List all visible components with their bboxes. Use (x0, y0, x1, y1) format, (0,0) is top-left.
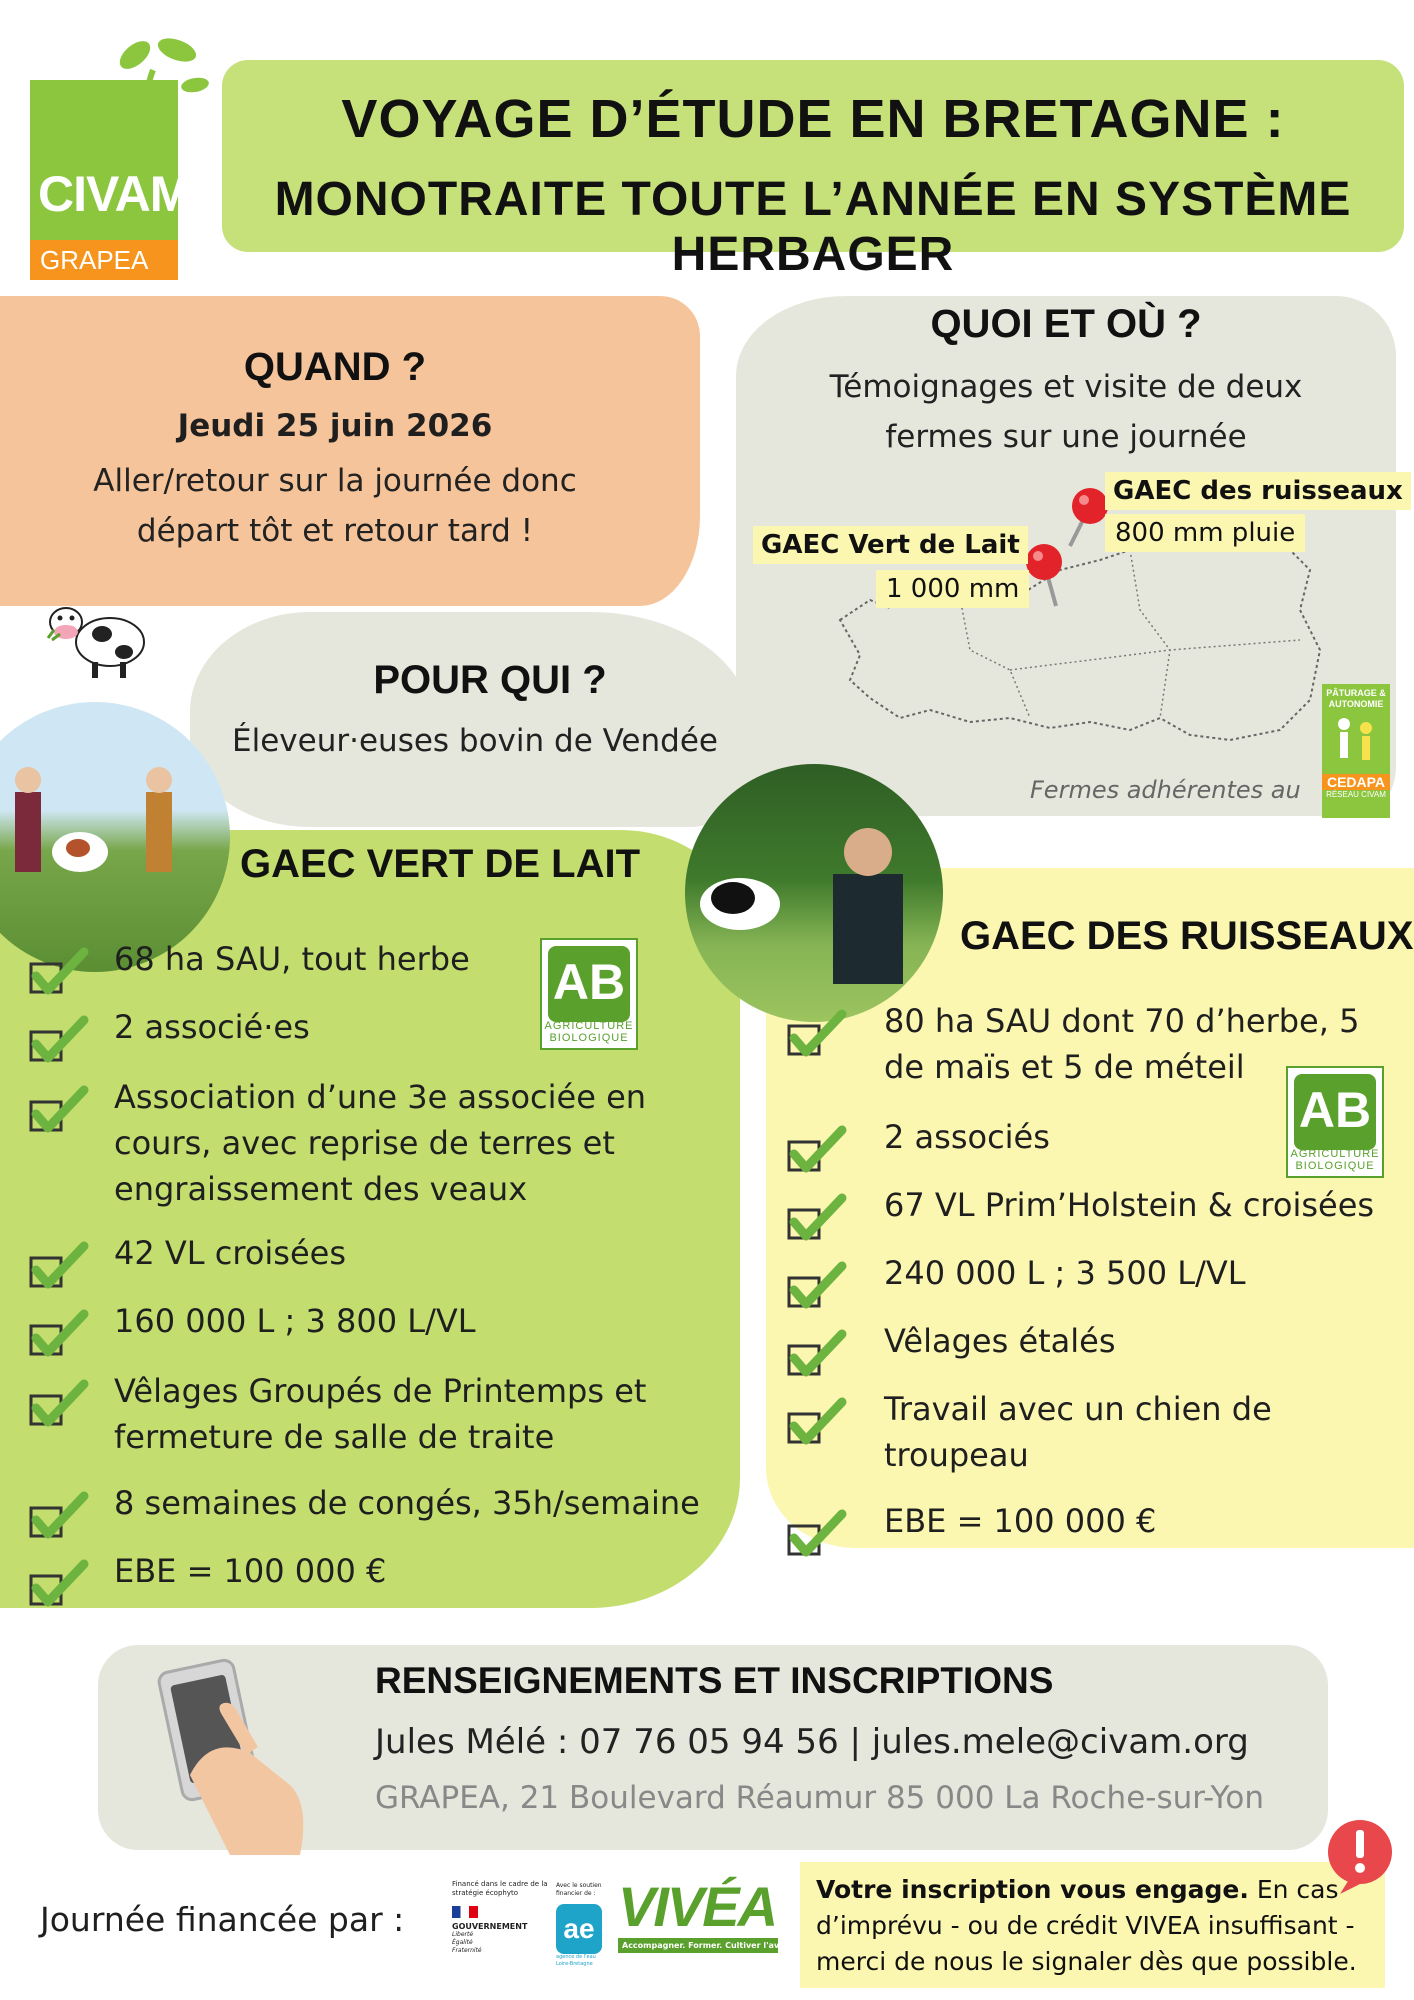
when-heading: QUAND ? (243, 345, 427, 389)
list-item-text: 42 VL croisées (114, 1234, 347, 1272)
agence-eau-logo (556, 1882, 610, 1982)
warning-icon (1320, 1816, 1400, 1896)
government-logo (452, 1880, 552, 1980)
funding-label: Journée financée par : (40, 1900, 405, 1939)
logo-sub: GRAPEA (30, 240, 178, 280)
list-item-text: fermeture de salle de traite (114, 1418, 555, 1456)
when-line2: départ tôt et retour tard ! (136, 513, 534, 549)
who-line: Éleveur·euses bovin de Vendée (232, 723, 718, 759)
ab-line2: BIOLOGIQUE (1295, 1160, 1375, 1172)
contact-heading: RENSEIGNEMENTS ET INSCRIPTIONS (375, 1660, 1054, 1701)
cedapa-tagline: PÂTURAGE & AUTONOMIE (1326, 688, 1386, 709)
cedapa-name: CEDAPA (1322, 774, 1390, 790)
checkbox-icon (786, 1508, 846, 1558)
list-item-text: EBE = 100 000 € (884, 1502, 1157, 1540)
agence-note: Avec le soutien financier de : (556, 1882, 602, 1897)
vivea-tagline: Accompagner. Former. Cultiver l'avenir. (618, 1938, 778, 1953)
checkbox-icon (786, 1008, 846, 1058)
list-item-text: troupeau (884, 1436, 1029, 1474)
ruisseaux-heading: GAEC DES RUISSEAUX (960, 914, 1414, 958)
member-farms-note: Fermes adhérentes au (1030, 776, 1301, 804)
notice-line3: merci de nous le signaler dès que possible. (816, 1947, 1357, 1976)
list-item-text: Travail avec un chien de (884, 1390, 1272, 1428)
checkbox-icon (786, 1328, 846, 1378)
logo-name: CIVAM (38, 166, 191, 222)
contact-address: GRAPEA, 21 Boulevard Réaumur 85 000 La Roche-sur-Yon (375, 1780, 1264, 1816)
ab-line2: BIOLOGIQUE (549, 1032, 629, 1044)
what-line2: fermes sur une journée (885, 419, 1247, 455)
list-item-text: cours, avec reprise de terres et (114, 1124, 615, 1162)
notice-line2: d’imprévu - ou de crédit VIVEA insuffisant - (816, 1911, 1355, 1940)
list-item-text: 68 ha SAU, tout herbe (114, 940, 470, 978)
what-where-heading: QUOI ET OÙ ? (930, 302, 1202, 346)
who-heading: POUR QUI ? (373, 658, 607, 702)
ab-letters: AB (1294, 1074, 1376, 1150)
vivea-name: VIVÉA (618, 1875, 777, 1938)
notice-rest: En cas (1248, 1875, 1339, 1904)
checkbox-icon (786, 1396, 846, 1446)
notice-bold: Votre inscription vous engage. (816, 1875, 1249, 1904)
vivea-logo (618, 1875, 799, 1962)
checkbox-icon (786, 1260, 846, 1310)
list-item-text: Association d’une 3e associée en (114, 1078, 647, 1116)
contact-line[interactable]: Jules Mélé : 07 76 05 94 56 | jules.mele@civam.org (375, 1722, 1249, 1762)
list-item-text: 2 associé·es (114, 1008, 310, 1046)
list-item-text: 67 VL Prim’Holstein & croisées (884, 1186, 1375, 1224)
cedapa-sub: RÉSEAU CIVAM (1326, 790, 1386, 799)
vert-de-lait-heading: GAEC VERT DE LAIT (240, 842, 641, 886)
list-item-text: 160 000 L ; 3 800 L/VL (114, 1302, 476, 1340)
farm-b-label: GAEC Vert de Lait (753, 526, 1028, 564)
gouv-label: GOUVERNEMENT (452, 1922, 528, 1931)
farm-b-rainfall: 1 000 mm (876, 570, 1029, 608)
list-item-text: EBE = 100 000 € (114, 1552, 387, 1590)
list-item-text: de maïs et 5 de méteil (884, 1048, 1245, 1086)
checkbox-icon (786, 1124, 846, 1174)
farm-a-rainfall: 800 mm pluie (1105, 514, 1305, 552)
ecophyto-note: Financé dans le cadre de la stratégie écophyto (452, 1880, 548, 1897)
farm-a-label: GAEC des ruisseaux (1105, 472, 1411, 510)
list-item-text: 240 000 L ; 3 500 L/VL (884, 1254, 1246, 1292)
agence-name: agence de l'eau Loire-Bretagne (556, 1954, 596, 1967)
page-title: VOYAGE D’ÉTUDE EN BRETAGNE : (341, 89, 1285, 149)
checkbox-icon (786, 1192, 846, 1242)
list-item-text: 80 ha SAU dont 70 d’herbe, 5 (884, 1002, 1360, 1040)
page-subtitle: MONOTRAITE TOUTE L’ANNÉE EN SYSTÈME HERBAGER (274, 173, 1352, 281)
list-item-text: 2 associés (884, 1118, 1050, 1156)
notice-text (816, 1872, 1376, 1980)
agence-eau-icon: ae (556, 1904, 602, 1954)
list-item-text: 8 semaines de congés, 35h/semaine (114, 1484, 700, 1522)
event-date: Jeudi 25 juin 2026 (177, 408, 493, 444)
gouv-motto: Liberté Égalité Fraternité (452, 1931, 482, 1954)
ab-line1: AGRICULTURE (1290, 1148, 1380, 1160)
list-item-text: Vêlages Groupés de Printemps et (114, 1372, 647, 1410)
list-item-text: Vêlages étalés (884, 1322, 1116, 1360)
ab-letters: AB (548, 946, 630, 1022)
smartphone-icon (150, 1655, 330, 1855)
list-item-text: engraissement des veaux (114, 1170, 528, 1208)
ab-line1: AGRICULTURE (544, 1020, 634, 1032)
when-line1: Aller/retour sur la journée donc (93, 463, 577, 499)
what-line1: Témoignages et visite de deux (829, 369, 1303, 405)
